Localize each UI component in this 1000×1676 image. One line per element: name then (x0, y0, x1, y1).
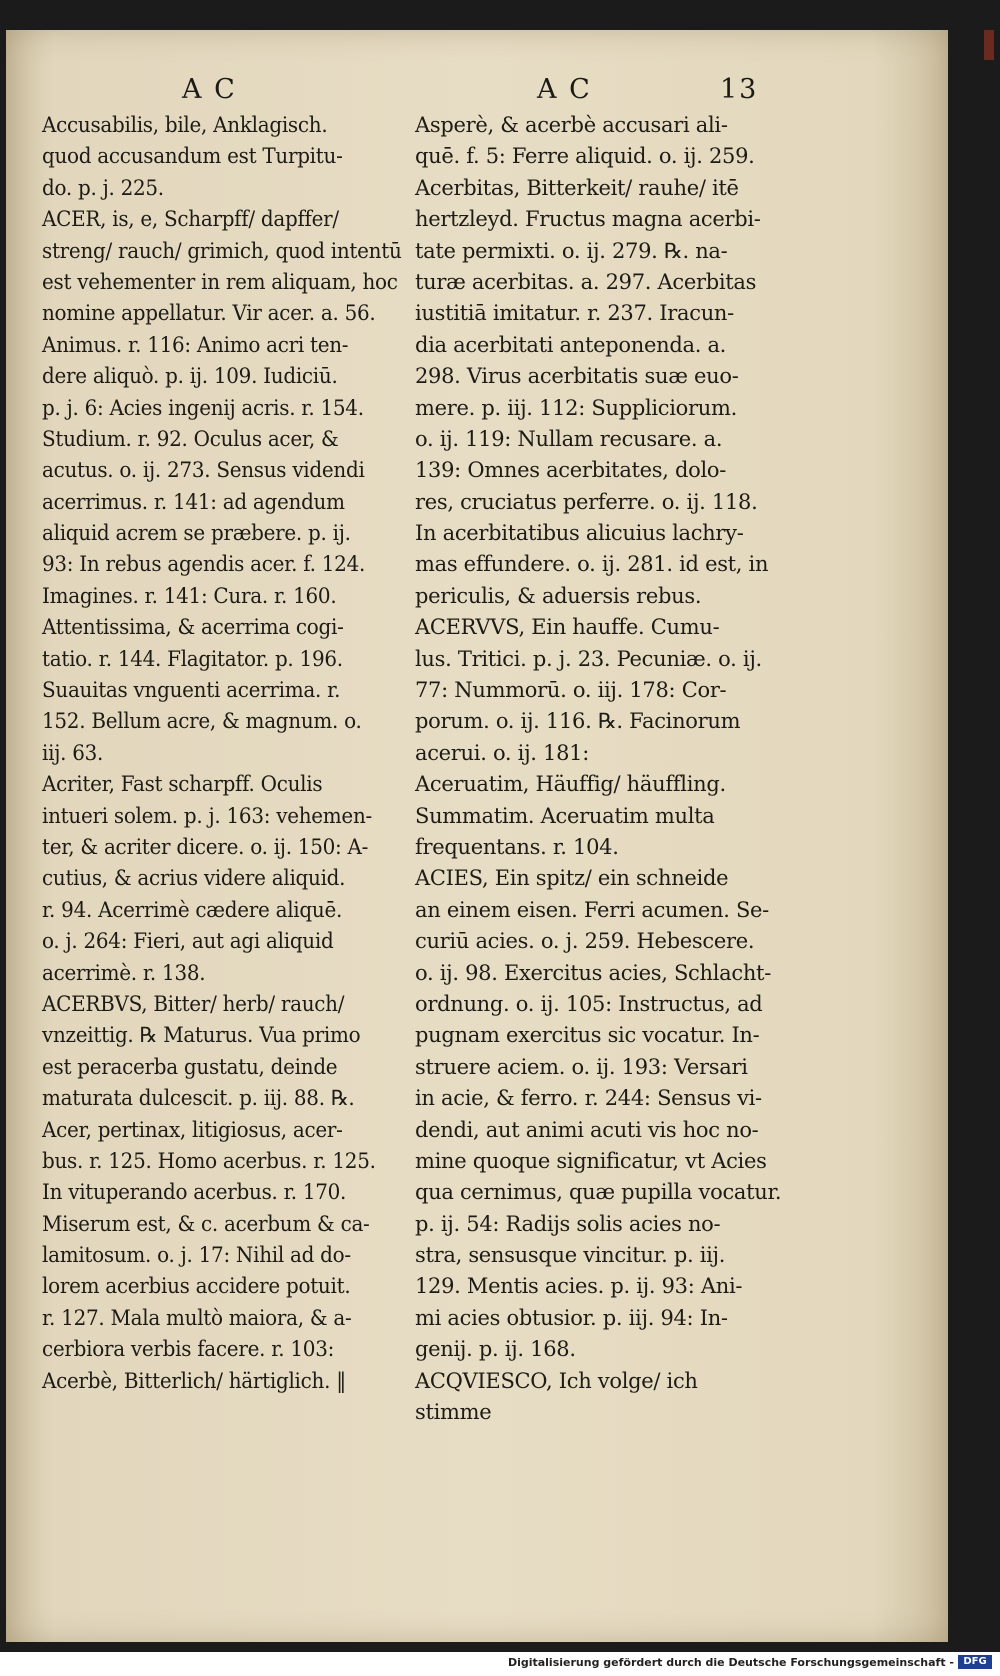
text-line: dendi, aut animi acuti vis hoc no- (415, 1117, 759, 1142)
text-line: Acerbè, Bitterlich/ härtiglich. ‖ (42, 1368, 346, 1393)
text-line: o. ij. 119: Nullam recusare. a. (415, 426, 723, 451)
text-line: hertzleyd. Fructus magna acerbi- (415, 207, 761, 232)
text-line: pugnam exercitus sic vocatur. In- (415, 1023, 760, 1048)
text-line: nomine appellatur. Vir acer. a. 56. (42, 301, 376, 326)
text-line: p. ij. 54: Radijs solis acies no- (415, 1211, 721, 1236)
text-line: dere aliquò. p. ij. 109. Iudiciū. (42, 364, 338, 389)
text-line: ACERBVS, Bitter/ herb/ rauch/ (42, 991, 345, 1016)
text-line: struere aciem. o. ij. 193: Versari (415, 1054, 748, 1079)
text-line: Studium. r. 92. Oculus acer, & (42, 426, 339, 451)
text-line: acerrimus. r. 141: ad agendum (42, 489, 345, 514)
text-line: Animus. r. 116: Animo acri ten- (42, 332, 349, 357)
dfg-logo: DFG (958, 1655, 992, 1669)
text-line: res, cruciatus perferre. o. ij. 118. (415, 489, 758, 514)
text-line: lamitosum. o. j. 17: Nihil ad do- (42, 1243, 351, 1268)
text-line: porum. o. ij. 116. ℞. Facinorum (415, 709, 741, 734)
funding-credit: Digitalisierung gefördert durch die Deutsche Forschungsgemeinschaft - (507, 1656, 954, 1669)
text-line: mas effundere. o. ij. 281. id est, in (415, 552, 769, 577)
text-line: Imagines. r. 141: Cura. r. 160. (42, 583, 337, 608)
text-line: curiū acies. o. j. 259. Hebescere. (415, 929, 755, 954)
text-line: genij. p. ij. 168. (415, 1337, 576, 1362)
text-line: ACER, is, e, Scharpff/ dapffer/ (42, 207, 339, 232)
page-edge-mark (984, 30, 994, 60)
text-line: vnzeittig. ℞ Maturus. Vua primo (42, 1023, 361, 1048)
text-line: o. j. 264: Fieri, aut agi aliquid (42, 929, 334, 954)
text-line: mere. p. iij. 112: Suppliciorum. (415, 395, 737, 420)
text-line: lorem acerbius accidere potuit. (42, 1274, 351, 1299)
text-line: aliquid acrem se præbere. p. ij. (42, 521, 351, 546)
text-line: maturata dulcescit. p. iij. 88. ℞. (42, 1086, 355, 1111)
left-guide-word: A C (182, 74, 237, 105)
text-line: qua cernimus, quæ pupilla vocatur. (415, 1180, 782, 1205)
text-line: mine quoque significatur, vt Acies (415, 1148, 767, 1173)
text-line: acerui. o. ij. 181: (415, 740, 589, 765)
text-line: ACERVVS, Ein hauffe. Cumu- (415, 615, 720, 640)
right-text-column (415, 110, 781, 1428)
text-line: streng/ rauch/ grimich, quod intentū (42, 238, 402, 263)
text-line: quod accusandum est Turpitu- (42, 144, 343, 169)
text-line: ter, & acriter dicere. o. ij. 150: A- (42, 834, 369, 859)
text-line: stimme (415, 1400, 492, 1425)
text-line: intueri solem. p. j. 163: vehemen- (42, 803, 372, 828)
text-line: est vehementer in rem aliquam, hoc (42, 269, 398, 294)
text-line: iij. 63. (42, 740, 104, 765)
text-line: 129. Mentis acies. p. ij. 93: Ani- (415, 1274, 743, 1299)
text-line: an einem eisen. Ferri acumen. Se- (415, 897, 769, 922)
right-guide-word: A C (537, 74, 592, 105)
text-line: stra, sensusque vincitur. p. iij. (415, 1243, 726, 1268)
text-line: do. p. j. 225. (42, 175, 164, 200)
text-line: ordnung. o. ij. 105: Instructus, ad (415, 991, 763, 1016)
text-line: cutius, & acrius videre aliquid. (42, 866, 346, 891)
text-line: 139: Omnes acerbitates, dolo- (415, 458, 727, 483)
text-line: in acie, & ferro. r. 244: Sensus vi- (415, 1086, 762, 1111)
text-line: In acerbitatibus alicuius lachry- (415, 521, 744, 546)
text-line: iustitiā imitatur. r. 237. Iracun- (415, 301, 734, 326)
text-line: r. 94. Acerrimè cædere aliquē. (42, 897, 343, 922)
page-number: 13 (720, 74, 759, 105)
text-line: Acer, pertinax, litigiosus, acer- (42, 1117, 343, 1142)
text-line: Acriter, Fast scharpff. Oculis (42, 772, 323, 797)
text-line: cerbiora verbis facere. r. 103: (42, 1337, 335, 1362)
left-text-column (42, 110, 421, 1397)
text-line: 93: In rebus agendis acer. f. 124. (42, 552, 366, 577)
text-line: tatio. r. 144. Flagitator. p. 196. (42, 646, 343, 671)
text-line: Summatim. Aceruatim multa (415, 803, 715, 828)
text-line: In vituperando acerbus. r. 170. (42, 1180, 347, 1205)
text-line: quē. f. 5: Ferre aliquid. o. ij. 259. (415, 144, 755, 169)
text-line: Miserum est, & c. acerbum & ca- (42, 1211, 370, 1236)
text-line: ACIES, Ein spitz/ ein schneide (415, 866, 729, 891)
text-line: frequentans. r. 104. (415, 834, 619, 859)
text-line: est peracerba gustatu, deinde (42, 1054, 338, 1079)
text-line: p. j. 6: Acies ingenij acris. r. 154. (42, 395, 364, 420)
text-line: bus. r. 125. Homo acerbus. r. 125. (42, 1148, 376, 1173)
text-line: mi acies obtusior. p. iij. 94: In- (415, 1305, 728, 1330)
text-line: dia acerbitati anteponenda. a. (415, 332, 727, 357)
text-line: 298. Virus acerbitatis suæ euo- (415, 364, 739, 389)
text-line: periculis, & aduersis rebus. (415, 583, 702, 608)
text-line: ACQVIESCO, Ich volge/ ich (415, 1368, 698, 1393)
text-line: turæ acerbitas. a. 297. Acerbitas (415, 269, 757, 294)
text-line: Suauitas vnguenti acerrima. r. (42, 678, 341, 703)
text-line: Aceruatim, Häuffig/ häuffling. (415, 772, 726, 797)
text-line: tate permixti. o. ij. 279. ℞. na- (415, 238, 728, 263)
text-line: Accusabilis, bile, Anklagisch. (42, 113, 328, 137)
text-line: 152. Bellum acre, & magnum. o. (42, 709, 362, 734)
text-line: Acerbitas, Bitterkeit/ rauhe/ itē (415, 175, 739, 200)
text-line: Asperè, & acerbè accusari ali- (415, 113, 728, 137)
text-line: o. ij. 98. Exercitus acies, Schlacht- (415, 960, 771, 985)
text-line: r. 127. Mala multò maiora, & a- (42, 1305, 352, 1330)
text-line: acutus. o. ij. 273. Sensus videndi (42, 458, 365, 483)
text-line: acerrimè. r. 138. (42, 960, 206, 985)
text-line: 77: Nummorū. o. iij. 178: Cor- (415, 678, 727, 703)
text-line: lus. Tritici. p. j. 23. Pecuniæ. o. ij. (415, 646, 762, 671)
text-line: Attentissima, & acerrima cogi- (42, 615, 344, 640)
